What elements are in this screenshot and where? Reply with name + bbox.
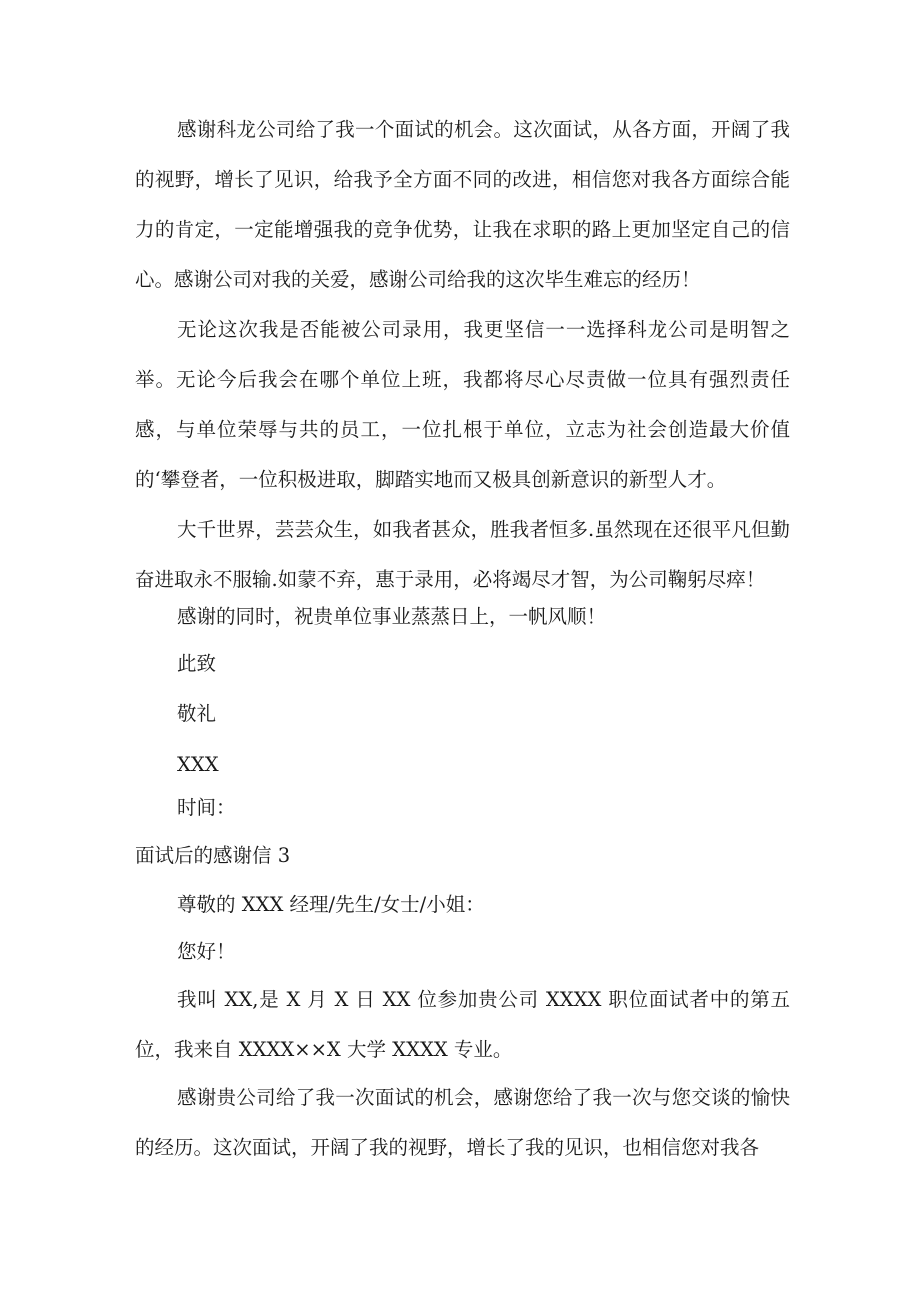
body-paragraph: 无论这次我是否能被公司录用，我更坚信一一选择科龙公司是明智之举。无论今后我会在哪个单位上班，我都将尽心尽责做一位具有强烈责任感，与单位荣辱与共的员工，一位扎根于单位，立志为社会创造最大价值的‘攀登者，一位积极进取，脚踏实地而又极具创新意识的新型人才。	[135, 318, 790, 491]
body-paragraph: 感谢科龙公司给了我一个面试的机会。这次面试，从各方面，开阔了我的视野，增长了见识，给我予全方面不同的改进，相信您对我各方面综合能力的肯定，一定能增强我的竞争优势，让我在求职的路上更加坚定自己的信心。感谢公司对我的关爱，感谢公司给我的这次毕生难忘的经历！	[135, 118, 790, 291]
greeting: 尊敬的 XXX 经理/先生/女士/小姐：	[177, 893, 485, 916]
signature: XXX	[177, 753, 219, 776]
body-paragraph: 我叫 XX,是 X 月 X 日 XX 位参加贵公司 XXXX 职位面试者中的第五位，我来自 XXXX××X 大学 XXXX 专业。	[135, 988, 790, 1061]
body-paragraph: 大千世界，芸芸众生，如我者甚众，胜我者恒多.虽然现在还很平凡但勤奋进取永不服输.如蒙不弃，惠于录用，必将竭尽才智，为公司鞠躬尽瘁！	[135, 518, 790, 591]
date-label: 时间：	[177, 796, 236, 819]
greeting-hello: 您好！	[177, 940, 236, 963]
salutation-line: 此致	[177, 652, 217, 675]
body-paragraph: 感谢贵公司给了我一次面试的机会，感谢您给了我一次与您交谈的愉快的经历。这次面试，开阔了我的视野，增长了我的见识，也相信您对我各	[135, 1086, 790, 1159]
closing-wish: 感谢的同时，祝贵单位事业蒸蒸日上，一帆风顺！	[177, 605, 607, 628]
section-title: 面试后的感谢信 3	[135, 844, 291, 867]
salutation-line: 敬礼	[177, 702, 217, 725]
